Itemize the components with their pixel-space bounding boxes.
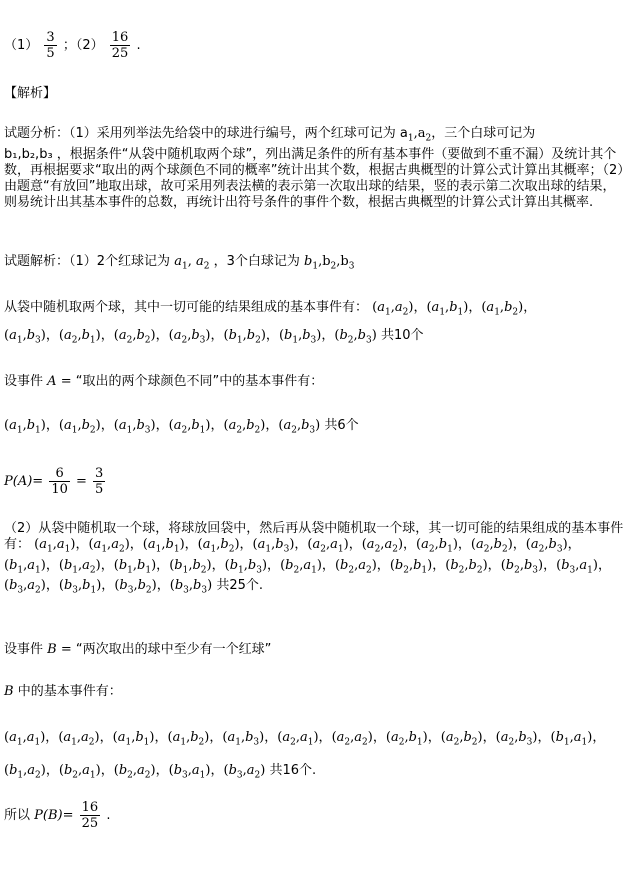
event-tuple: $(a_2,b_2)$ [440, 730, 483, 748]
eventB-events: $(a_1,a_1)$，$(a_1,a_2)$，$(a_1,b_1)$，$(a_1,b_2)$，$(a_1,b_3)$，$(a_2,a_1)$，$(a_2,a_2)$，$(a_2,b_1)$，$(a_2,b_2)$，$(a_2,b_3)$，$(b_1,a_1)$，$(b_1,a_2)$，$(b_2,a_1)$，$(b_2,a_2)$，$(b_3,a_1)$，$(b_3,a_2)$ [4, 730, 606, 781]
event-tuple: $(b_3,a_1)$ [556, 557, 598, 576]
eventA-events: $(a_1,b_1)$，$(a_1,b_2)$，$(a_1,b_3)$，$(a_2,b_1)$，$(a_2,b_2)$，$(a_2,b_3)$ [4, 418, 321, 436]
event-tuple: $(b_1,a_2)$ [58, 557, 101, 576]
event-tuple: $(a_1,b_1)$ [426, 300, 469, 318]
part1-events-b: $(a_1,b_3)$，$(a_2,b_1)$，$(a_2,b_2)$，$(a_2,b_3)$，$(b_1,b_2)$，$(b_1,b_3)$，$(b_2,b_3)$ [4, 328, 377, 346]
event-tuple: $(a_2,b_2)$ [223, 418, 266, 436]
event-tuple: $(b_1,b_3)$ [224, 557, 268, 576]
PB-formula: 所以 P(B)= $\frac{16}{25}$ . [4, 800, 111, 831]
event-tuple: $(a_1,a_1)$ [4, 730, 46, 748]
jiexi-heading: 【解析】 [4, 86, 57, 101]
event-tuple: $(a_1,a_1)$ [34, 537, 76, 555]
PA-formula: P(A)= $\frac{6}{10}$ = $\frac{3}{5}$ [4, 466, 104, 497]
event-tuple: $(b_2,a_1)$ [280, 557, 322, 576]
answer-line: （1） $\frac{3}{5}$ ；（2） $\frac{16}{25}$ . [4, 30, 141, 61]
part1-events-line1: 从袋中随机取两个球，其中一切可能的结果组成的基本事件有： $(a_1,a_2)$，$(a_1,b_1)$，$(a_1,b_2)$， [4, 300, 537, 318]
event-tuple: $(b_2,a_2)$ [334, 557, 377, 576]
event-tuple: $(a_2,b_3)$ [495, 730, 538, 748]
event-tuple: $(a_1,a_2)$ [58, 730, 100, 748]
event-tuple: $(a_1,b_1)$ [4, 418, 46, 436]
answer-separator: ；（2） [62, 38, 104, 53]
event-tuple: $(b_3,b_1)$ [58, 578, 102, 596]
eventA-definition: 设事件 A = “取出的两个球颜色不同”中的基本事件有： [4, 374, 324, 389]
event-tuple: $(b_3,b_2)$ [114, 578, 157, 596]
event-tuple: $(a_2,b_1)$ [58, 328, 101, 346]
event-tuple: $(b_2,b_1)$ [389, 557, 433, 576]
event-tuple: $(b_2,a_1)$ [58, 762, 101, 781]
event-tuple: $(a_2,b_3)$ [525, 537, 568, 555]
event-tuple: $(a_2,b_2)$ [470, 537, 513, 555]
event-tuple: $(a_2,b_1)$ [168, 418, 211, 436]
answer-fraction-2: $\frac{16}{25}$ [111, 30, 129, 61]
event-tuple: $(b_1,a_1)$ [550, 730, 593, 748]
eventB-list [4, 724, 626, 789]
event-tuple: $(a_1,b_3)$ [222, 730, 265, 748]
event-tuple: $(b_1,b_2)$ [169, 557, 212, 576]
event-tuple: $(a_1,b_3)$ [113, 418, 156, 436]
event-tuple: $(b_2,b_2)$ [445, 557, 488, 576]
event-tuple: $(a_1,a_2)$ [372, 300, 414, 318]
event-tuple: $(a_2,b_3)$ [278, 418, 321, 436]
eventB-total: 共16个. [269, 762, 317, 778]
eventB-intro: B 中的基本事件有： [4, 684, 122, 699]
part1-events-line2 [4, 326, 423, 351]
event-tuple: $(a_2,a_2)$ [361, 537, 404, 555]
eventB-definition: 设事件 B = “两次取出的球中至少有一个红球” [4, 642, 272, 657]
event-tuple: $(b_1,b_3)$ [278, 328, 322, 346]
event-tuple: $(b_1,b_1)$ [113, 557, 157, 576]
event-tuple: $(a_1,b_2)$ [58, 418, 101, 436]
part1-total: 共10个 [380, 328, 424, 343]
event-tuple: $(a_2,b_1)$ [416, 537, 458, 555]
event-tuple: $(a_1,b_2)$ [197, 537, 240, 555]
answer-label-1: （1） [4, 38, 39, 53]
event-tuple: $(b_1,a_1)$ [4, 557, 46, 576]
eventA-total: 共6个 [324, 418, 359, 433]
event-tuple: $(a_2,b_1)$ [385, 730, 428, 748]
event-tuple: $(b_3,a_2)$ [223, 762, 266, 781]
answer-fraction-1: $\frac{3}{5}$ [46, 30, 55, 61]
event-tuple: $(a_1,b_2)$ [481, 300, 524, 318]
event-tuple: $(b_1,a_2)$ [4, 762, 46, 781]
part2-events: $(a_1,a_1)$，$(a_1,a_2)$，$(a_1,b_1)$，$(a_1,b_2)$，$(a_1,b_3)$，$(a_2,a_1)$，$(a_2,a_2)$，$(a_2,b_1)$，$(a_2,b_2)$，$(a_2,b_3)$，$(b_1,a_1)$，$(b_1,a_2)$，$(b_1,b_1)$，$(b_1,b_2)$，$(b_1,b_3)$，$(b_2,a_1)$，$(b_2,a_2)$，$(b_2,b_1)$，$(b_2,b_2)$，$(b_2,b_3)$，$(b_3,a_1)$，$(b_3,a_2)$，$(b_3,b_1)$，$(b_3,b_2)$，$(b_3,b_3)$ [4, 537, 611, 596]
event-tuple: $(a_1,b_2)$ [167, 730, 210, 748]
event-tuple: $(b_3,a_1)$ [168, 762, 211, 781]
analysis-paragraph: 试题分析：（1）采用列举法先给袋中的球进行编号，两个红球可记为 $a_1,a_2$，三个白球可记为 b₁,b₂,b₃ ，根据条件“从袋中随机取两个球”，列出满足条件的所有基本事件（要做到不重不漏）及统计其个数，再根据要求“取出的两个球颜色不同的概率”统计出其个数，根据古典概型的计算公式计算出其概率；（2）由题意“有放回”地取出球，故可采用列表法横的表示第一次取出球的结果，竖的表示第二次取出球的结果，则易统计出其基本事件的总数，再统计出符号条件的事件个数，根据古典概型的计算公式计算出其概率. [4, 126, 624, 210]
event-tuple: $(b_3,a_2)$ [4, 578, 46, 596]
event-tuple: $(b_2,b_3)$ [334, 328, 377, 346]
event-tuple: $(a_1,b_3)$ [4, 328, 46, 346]
event-tuple: $(a_2,a_1)$ [277, 730, 319, 748]
event-tuple: $(b_1,b_2)$ [223, 328, 266, 346]
event-tuple: $(a_1,b_3)$ [252, 537, 295, 555]
event-tuple: $(b_2,b_3)$ [500, 557, 544, 576]
event-tuple: $(a_1,b_1)$ [112, 730, 155, 748]
part1-events-a: $(a_1,a_2)$，$(a_1,b_1)$，$(a_1,b_2)$， [372, 300, 537, 318]
solution-intro: 试题解析：（1）2个红球记为 $a_1$, $a_2$ ，3个白球记为 $b_1,b_2,b_3$ [4, 254, 355, 272]
event-tuple: $(a_2,b_3)$ [168, 328, 211, 346]
event-tuple: $(a_1,b_1)$ [142, 537, 185, 555]
event-tuple: $(a_2,a_2)$ [331, 730, 373, 748]
event-tuple: $(a_1,a_2)$ [88, 537, 130, 555]
eventA-list [4, 416, 359, 441]
event-tuple: $(a_2,b_2)$ [113, 328, 156, 346]
part2-total: 共25个. [216, 578, 263, 594]
event-tuple: $(a_2,a_1)$ [307, 537, 349, 555]
part2-block: （2）从袋中随机取一个球，将球放回袋中，然后再从袋中随机取一个球，其一切可能的结果组成的基本事件有： $(a_1,a_1)$，$(a_1,a_2)$，$(a_1,b_1)$，$(a_1,b_2)$，$(a_1,b_3)$，$(a_2,a_1)$，$(a_2,a_2)$，$(a_2,b_1)$，$(a_2,b_2)$，$(a_2,b_3)$，$(b_1,a_1)$，$(b_1,a_2)$，$(b_1,b_1)$，$(b_1,b_2)$，$(b_1,b_3)$，$(b_2,a_1)$，$(b_2,a_2)$，$(b_2,b_1)$，$(b_2,b_2)$，$(b_2,b_3)$，$(b_3,a_1)$，$(b_3,a_2)$，$(b_3,b_1)$，$(b_3,b_2)$，$(b_3,b_3)$ 共25个. [4, 521, 624, 596]
event-tuple: $(b_3,b_3)$ [169, 578, 213, 596]
event-tuple: $(b_2,a_2)$ [113, 762, 156, 781]
